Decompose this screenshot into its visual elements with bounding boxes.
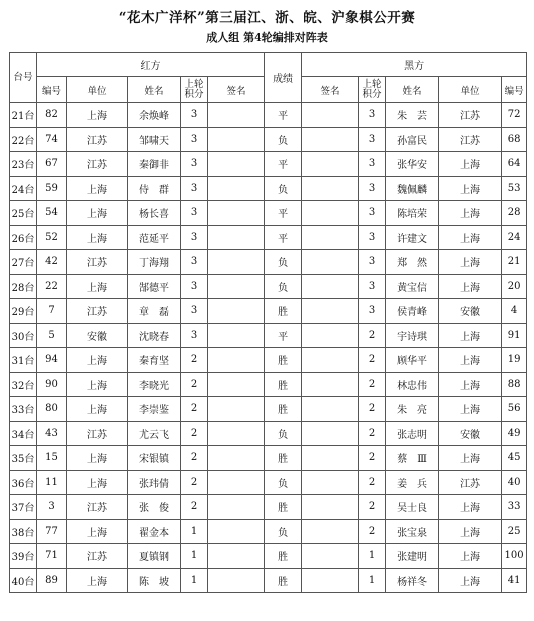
black-unit-cell: 上海: [439, 348, 502, 373]
table-no-cell: 36台: [10, 470, 37, 495]
red-unit-cell: 上海: [67, 103, 128, 128]
red-name-cell: 陈 坡: [128, 568, 181, 593]
red-name-cell: 张 俊: [128, 495, 181, 520]
black-unit-cell: 上海: [439, 568, 502, 593]
black-no-cell: 56: [502, 397, 527, 422]
red-sign-cell: [208, 519, 265, 544]
black-no-cell: 33: [502, 495, 527, 520]
red-sign-cell: [208, 299, 265, 324]
result-cell: 负: [265, 176, 302, 201]
black-name-cell: 吴士良: [386, 495, 439, 520]
red-unit-cell: 江苏: [67, 544, 128, 569]
table-row: [10, 323, 527, 348]
red-sign-cell: [208, 176, 265, 201]
red-name-cell: 翟金本: [128, 519, 181, 544]
red-points-cell: 2: [181, 372, 208, 397]
red-no-cell: 22: [37, 274, 67, 299]
black-sign-cell: [302, 152, 359, 177]
table-row: [10, 348, 527, 373]
black-points-cell: 2: [359, 323, 386, 348]
red-no-cell: 90: [37, 372, 67, 397]
table-no-cell: 30台: [10, 323, 37, 348]
header-red: 红方: [37, 53, 265, 77]
table-no-cell: 22台: [10, 127, 37, 152]
header-red-name: 姓名: [128, 77, 181, 103]
black-unit-cell: 上海: [439, 201, 502, 226]
page-subtitle: 成人组 第4轮编排对阵表: [206, 31, 328, 44]
black-no-cell: 72: [502, 103, 527, 128]
red-unit-cell: 上海: [67, 274, 128, 299]
black-points-cell: 2: [359, 372, 386, 397]
red-sign-cell: [208, 470, 265, 495]
black-points-cell: 3: [359, 299, 386, 324]
red-sign-cell: [208, 446, 265, 471]
red-unit-cell: 上海: [67, 568, 128, 593]
table-row: [10, 274, 527, 299]
red-sign-cell: [208, 397, 265, 422]
result-cell: 胜: [265, 348, 302, 373]
red-points-cell: 3: [181, 250, 208, 275]
black-name-cell: 朱 亮: [386, 397, 439, 422]
red-name-cell: 杨长喜: [128, 201, 181, 226]
black-points-cell: 3: [359, 103, 386, 128]
black-no-cell: 45: [502, 446, 527, 471]
red-sign-cell: [208, 225, 265, 250]
red-points-cell: 2: [181, 348, 208, 373]
red-unit-cell: 上海: [67, 348, 128, 373]
black-unit-cell: 安徽: [439, 421, 502, 446]
black-no-cell: 28: [502, 201, 527, 226]
black-sign-cell: [302, 299, 359, 324]
black-no-cell: 25: [502, 519, 527, 544]
table-row: [10, 495, 527, 520]
red-points-cell: 2: [181, 421, 208, 446]
red-points-cell: 3: [181, 152, 208, 177]
table-no-cell: 23台: [10, 152, 37, 177]
black-unit-cell: 上海: [439, 544, 502, 569]
result-cell: 平: [265, 225, 302, 250]
red-unit-cell: 江苏: [67, 495, 128, 520]
red-no-cell: 94: [37, 348, 67, 373]
red-no-cell: 5: [37, 323, 67, 348]
black-points-cell: 3: [359, 176, 386, 201]
black-name-cell: 郑 然: [386, 250, 439, 275]
red-sign-cell: [208, 544, 265, 569]
table-no-cell: 28台: [10, 274, 37, 299]
black-unit-cell: 江苏: [439, 127, 502, 152]
header-table-no: 台号: [10, 53, 37, 103]
header-red-no: 编号: [37, 77, 67, 103]
black-sign-cell: [302, 495, 359, 520]
table-row: [10, 397, 527, 422]
red-no-cell: 74: [37, 127, 67, 152]
red-sign-cell: [208, 348, 265, 373]
result-cell: 胜: [265, 372, 302, 397]
result-cell: 胜: [265, 397, 302, 422]
black-no-cell: 53: [502, 176, 527, 201]
black-name-cell: 张宝泉: [386, 519, 439, 544]
black-no-cell: 4: [502, 299, 527, 324]
red-no-cell: 71: [37, 544, 67, 569]
red-name-cell: 张玮倩: [128, 470, 181, 495]
red-name-cell: 范延平: [128, 225, 181, 250]
result-cell: 平: [265, 103, 302, 128]
black-unit-cell: 上海: [439, 495, 502, 520]
black-points-cell: 3: [359, 225, 386, 250]
black-points-cell: 2: [359, 470, 386, 495]
black-name-cell: 黄宝信: [386, 274, 439, 299]
black-unit-cell: 上海: [439, 225, 502, 250]
red-name-cell: 李崇鉴: [128, 397, 181, 422]
table-row: [10, 176, 527, 201]
black-unit-cell: 上海: [439, 250, 502, 275]
black-sign-cell: [302, 274, 359, 299]
result-cell: 胜: [265, 446, 302, 471]
red-unit-cell: 江苏: [67, 299, 128, 324]
red-no-cell: 77: [37, 519, 67, 544]
red-no-cell: 42: [37, 250, 67, 275]
red-name-cell: 李晓光: [128, 372, 181, 397]
header-black-no: 编号: [502, 77, 527, 103]
table-no-cell: 33台: [10, 397, 37, 422]
black-sign-cell: [302, 225, 359, 250]
red-sign-cell: [208, 323, 265, 348]
table-no-cell: 25台: [10, 201, 37, 226]
table-row: [10, 152, 527, 177]
red-name-cell: 尤云飞: [128, 421, 181, 446]
black-sign-cell: [302, 201, 359, 226]
red-unit-cell: 上海: [67, 446, 128, 471]
result-cell: 负: [265, 421, 302, 446]
red-unit-cell: 上海: [67, 225, 128, 250]
black-no-cell: 24: [502, 225, 527, 250]
black-points-cell: 2: [359, 397, 386, 422]
black-no-cell: 40: [502, 470, 527, 495]
black-points-cell: 3: [359, 250, 386, 275]
red-sign-cell: [208, 103, 265, 128]
black-points-cell: 3: [359, 201, 386, 226]
result-cell: 负: [265, 127, 302, 152]
black-points-cell: 3: [359, 127, 386, 152]
black-sign-cell: [302, 397, 359, 422]
red-no-cell: 15: [37, 446, 67, 471]
black-no-cell: 41: [502, 568, 527, 593]
black-sign-cell: [302, 348, 359, 373]
header-red-sign: 签名: [208, 77, 265, 103]
red-points-cell: 3: [181, 299, 208, 324]
table-row: [10, 250, 527, 275]
table-row: [10, 446, 527, 471]
red-name-cell: 宋银镇: [128, 446, 181, 471]
black-sign-cell: [302, 127, 359, 152]
table-row: [10, 103, 527, 128]
red-unit-cell: 安徽: [67, 323, 128, 348]
red-name-cell: 余焕峰: [128, 103, 181, 128]
black-no-cell: 64: [502, 152, 527, 177]
red-unit-cell: 上海: [67, 372, 128, 397]
header-red-points: 上轮积分: [181, 77, 208, 103]
result-cell: 胜: [265, 495, 302, 520]
black-name-cell: 张志明: [386, 421, 439, 446]
result-cell: 胜: [265, 544, 302, 569]
result-cell: 负: [265, 274, 302, 299]
red-points-cell: 2: [181, 495, 208, 520]
red-no-cell: 59: [37, 176, 67, 201]
red-name-cell: 郜德平: [128, 274, 181, 299]
black-name-cell: 许建文: [386, 225, 439, 250]
black-name-cell: 蔡 Ⅲ: [386, 446, 439, 471]
red-points-cell: 2: [181, 470, 208, 495]
black-no-cell: 100: [502, 544, 527, 569]
black-points-cell: 2: [359, 421, 386, 446]
black-no-cell: 21: [502, 250, 527, 275]
red-no-cell: 80: [37, 397, 67, 422]
black-no-cell: 91: [502, 323, 527, 348]
black-points-cell: 2: [359, 495, 386, 520]
table-row: [10, 225, 527, 250]
black-points-cell: 3: [359, 152, 386, 177]
red-sign-cell: [208, 250, 265, 275]
red-name-cell: 沈晓春: [128, 323, 181, 348]
red-points-cell: 3: [181, 274, 208, 299]
black-name-cell: 宇诗琪: [386, 323, 439, 348]
black-unit-cell: 上海: [439, 274, 502, 299]
result-cell: 负: [265, 519, 302, 544]
result-cell: 负: [265, 470, 302, 495]
black-name-cell: 张建明: [386, 544, 439, 569]
black-no-cell: 49: [502, 421, 527, 446]
result-cell: 平: [265, 152, 302, 177]
red-no-cell: 89: [37, 568, 67, 593]
red-no-cell: 67: [37, 152, 67, 177]
black-sign-cell: [302, 446, 359, 471]
black-sign-cell: [302, 519, 359, 544]
black-points-cell: 1: [359, 568, 386, 593]
black-name-cell: 林忠伟: [386, 372, 439, 397]
table-no-cell: 37台: [10, 495, 37, 520]
black-sign-cell: [302, 372, 359, 397]
table-no-cell: 27台: [10, 250, 37, 275]
header-black-unit: 单位: [439, 77, 502, 103]
red-sign-cell: [208, 421, 265, 446]
header-black-sign: 签名: [302, 77, 359, 103]
black-sign-cell: [302, 421, 359, 446]
red-name-cell: 秦育坚: [128, 348, 181, 373]
table-row: [10, 568, 527, 593]
red-sign-cell: [208, 127, 265, 152]
header-row-1: [10, 53, 527, 77]
page-title: “花木广洋杯”第三届江、浙、皖、沪象棋公开赛: [118, 10, 416, 26]
black-sign-cell: [302, 176, 359, 201]
red-no-cell: 11: [37, 470, 67, 495]
result-cell: 平: [265, 201, 302, 226]
red-points-cell: 1: [181, 519, 208, 544]
black-name-cell: 张华安: [386, 152, 439, 177]
red-unit-cell: 上海: [67, 176, 128, 201]
table-row: [10, 201, 527, 226]
red-sign-cell: [208, 495, 265, 520]
table-row: [10, 421, 527, 446]
black-unit-cell: 江苏: [439, 470, 502, 495]
black-name-cell: 孙富民: [386, 127, 439, 152]
table-row: [10, 299, 527, 324]
result-cell: 平: [265, 323, 302, 348]
black-unit-cell: 上海: [439, 323, 502, 348]
black-no-cell: 68: [502, 127, 527, 152]
red-points-cell: 2: [181, 397, 208, 422]
red-no-cell: 3: [37, 495, 67, 520]
header-red-unit: 单位: [67, 77, 128, 103]
red-unit-cell: 上海: [67, 470, 128, 495]
table-no-cell: 39台: [10, 544, 37, 569]
black-points-cell: 2: [359, 446, 386, 471]
table-row: [10, 127, 527, 152]
black-name-cell: 姜 兵: [386, 470, 439, 495]
table-no-cell: 38台: [10, 519, 37, 544]
table-row: [10, 544, 527, 569]
black-sign-cell: [302, 250, 359, 275]
red-name-cell: 侍 群: [128, 176, 181, 201]
red-no-cell: 7: [37, 299, 67, 324]
table-no-cell: 24台: [10, 176, 37, 201]
red-no-cell: 52: [37, 225, 67, 250]
header-black: 黑方: [302, 53, 527, 77]
red-no-cell: 43: [37, 421, 67, 446]
red-sign-cell: [208, 152, 265, 177]
black-points-cell: 2: [359, 348, 386, 373]
result-cell: 胜: [265, 568, 302, 593]
black-name-cell: 朱 芸: [386, 103, 439, 128]
red-points-cell: 3: [181, 323, 208, 348]
red-name-cell: 丁海翔: [128, 250, 181, 275]
red-points-cell: 3: [181, 176, 208, 201]
table-no-cell: 31台: [10, 348, 37, 373]
red-no-cell: 54: [37, 201, 67, 226]
black-unit-cell: 上海: [439, 519, 502, 544]
red-unit-cell: 江苏: [67, 152, 128, 177]
red-unit-cell: 江苏: [67, 250, 128, 275]
black-points-cell: 3: [359, 274, 386, 299]
table-no-cell: 29台: [10, 299, 37, 324]
black-no-cell: 20: [502, 274, 527, 299]
black-sign-cell: [302, 544, 359, 569]
black-unit-cell: 江苏: [439, 103, 502, 128]
black-unit-cell: 上海: [439, 152, 502, 177]
table-no-cell: 21台: [10, 103, 37, 128]
table-no-cell: 40台: [10, 568, 37, 593]
pairing-rows: [10, 103, 527, 593]
black-sign-cell: [302, 323, 359, 348]
table-row: [10, 470, 527, 495]
red-name-cell: 章 磊: [128, 299, 181, 324]
table-no-cell: 26台: [10, 225, 37, 250]
red-points-cell: 3: [181, 225, 208, 250]
red-no-cell: 82: [37, 103, 67, 128]
black-points-cell: 1: [359, 544, 386, 569]
red-points-cell: 3: [181, 201, 208, 226]
red-sign-cell: [208, 568, 265, 593]
header-result: 成绩: [265, 53, 302, 103]
black-unit-cell: 安徽: [439, 299, 502, 324]
red-points-cell: 3: [181, 103, 208, 128]
header-black-name: 姓名: [386, 77, 439, 103]
header-black-points: 上轮积分: [359, 77, 386, 103]
red-name-cell: 秦御非: [128, 152, 181, 177]
black-sign-cell: [302, 568, 359, 593]
red-points-cell: 3: [181, 127, 208, 152]
red-sign-cell: [208, 274, 265, 299]
black-name-cell: 魏佩麟: [386, 176, 439, 201]
black-name-cell: 侯青峰: [386, 299, 439, 324]
red-points-cell: 1: [181, 544, 208, 569]
black-unit-cell: 上海: [439, 446, 502, 471]
red-points-cell: 2: [181, 446, 208, 471]
result-cell: 胜: [265, 299, 302, 324]
red-name-cell: 邹啸天: [128, 127, 181, 152]
table-no-cell: 35台: [10, 446, 37, 471]
black-points-cell: 2: [359, 519, 386, 544]
red-name-cell: 夏镇钢: [128, 544, 181, 569]
table-row: [10, 372, 527, 397]
red-sign-cell: [208, 372, 265, 397]
result-cell: 负: [265, 250, 302, 275]
black-name-cell: 陈培荣: [386, 201, 439, 226]
red-unit-cell: 上海: [67, 397, 128, 422]
black-unit-cell: 上海: [439, 176, 502, 201]
pairing-table: [9, 52, 527, 593]
red-unit-cell: 上海: [67, 519, 128, 544]
black-name-cell: 顾华平: [386, 348, 439, 373]
black-sign-cell: [302, 470, 359, 495]
black-sign-cell: [302, 103, 359, 128]
table-no-cell: 32台: [10, 372, 37, 397]
black-unit-cell: 上海: [439, 372, 502, 397]
black-name-cell: 杨祥冬: [386, 568, 439, 593]
red-unit-cell: 上海: [67, 201, 128, 226]
black-no-cell: 88: [502, 372, 527, 397]
black-no-cell: 19: [502, 348, 527, 373]
red-points-cell: 1: [181, 568, 208, 593]
table-row: [10, 519, 527, 544]
red-unit-cell: 江苏: [67, 421, 128, 446]
red-unit-cell: 江苏: [67, 127, 128, 152]
red-sign-cell: [208, 201, 265, 226]
black-unit-cell: 上海: [439, 397, 502, 422]
table-no-cell: 34台: [10, 421, 37, 446]
